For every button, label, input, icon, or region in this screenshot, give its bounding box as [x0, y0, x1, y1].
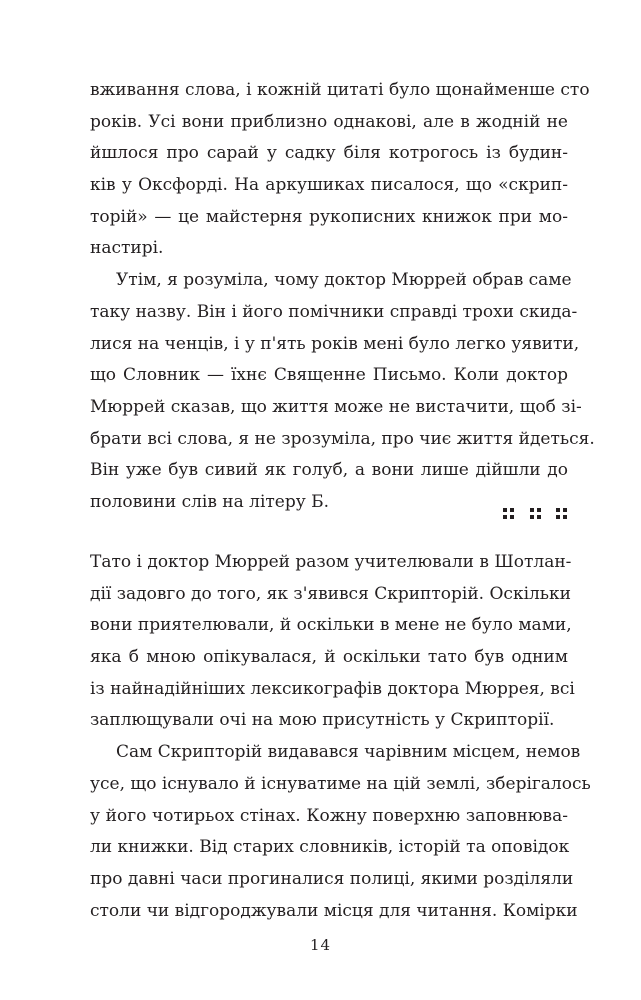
text-line: половини слів на літеру Б.	[90, 491, 330, 512]
text-line: яка б мною опікувалася, й оскільки тато був одним	[90, 647, 568, 668]
paragraph	[90, 547, 575, 737]
section-break-ornament-icon	[503, 500, 567, 526]
page-number: 14	[309, 936, 332, 954]
text-line: брати всі слова, я не зрозуміла, про чиє життя йдеться.	[90, 428, 595, 449]
text-line: вживання слова, і кожній цитаті було щонайменше сто	[90, 80, 590, 100]
text-line: що Словник — їхнє Священне Письмо. Коли доктор	[90, 365, 568, 386]
text-line: усе, що існувало й існуватиме на цій землі, зберігалось	[90, 773, 591, 794]
text-line: Він уже був сивий як голуб, а вони лише дійшли до	[90, 460, 568, 481]
text-line: ли книжки. Від старих словників, історій та оповідок	[90, 837, 570, 858]
text-line: таку назву. Він і його помічники справді трохи скида-	[90, 301, 578, 322]
ornament-glyph	[503, 508, 514, 519]
text-line: Мюррей сказав, що життя може не вистачити, щоб зі-	[90, 396, 582, 417]
ornament-glyph	[556, 508, 567, 519]
paragraph	[90, 737, 591, 927]
text-line: торій» — це майстерня рукописних книжок при мо-	[90, 206, 568, 227]
text-line: лися на ченців, і у п'ять років мені було легко уявити,	[90, 333, 580, 354]
text-block-top	[90, 75, 595, 519]
text-line: вони приятелювали, й оскільки в мене не було мами,	[90, 615, 572, 636]
paragraph	[90, 265, 595, 519]
text-line: Утім, я розуміла, чому доктор Мюррей обрав саме	[116, 270, 572, 291]
text-line: років. Усі вони приблизно однакові, але в жодній не	[90, 111, 568, 132]
text-line: Тато і доктор Мюррей разом учителювали в Шотлан-	[90, 552, 572, 572]
text-line: заплющували очі на мою присутність у Скрипторії.	[90, 710, 555, 731]
text-line: ків у Оксфорді. На аркушиках писалося, що «скрип-	[90, 175, 568, 196]
text-line: столи чи відгороджували місця для читання. Комірки	[90, 900, 578, 921]
text-line: у його чотирьох стінах. Кожну поверхню заповнюва-	[90, 805, 568, 826]
text-line: Сам Скрипторій видавався чарівним місцем, немов	[116, 742, 581, 763]
paragraph	[90, 75, 590, 265]
text-block-bottom	[90, 547, 591, 927]
text-line: із найнадійніших лексикографів доктора Мюррея, всі	[90, 678, 575, 699]
ornament-glyph	[530, 508, 541, 519]
text-line: йшлося про сарай у садку біля котрогось із будин-	[90, 143, 568, 164]
text-line: про давні часи прогиналися полиці, якими розділяли	[90, 868, 574, 889]
text-line: дії задовго до того, як з'явився Скрипторій. Оскільки	[90, 583, 572, 604]
text-line: настирі.	[90, 238, 164, 259]
